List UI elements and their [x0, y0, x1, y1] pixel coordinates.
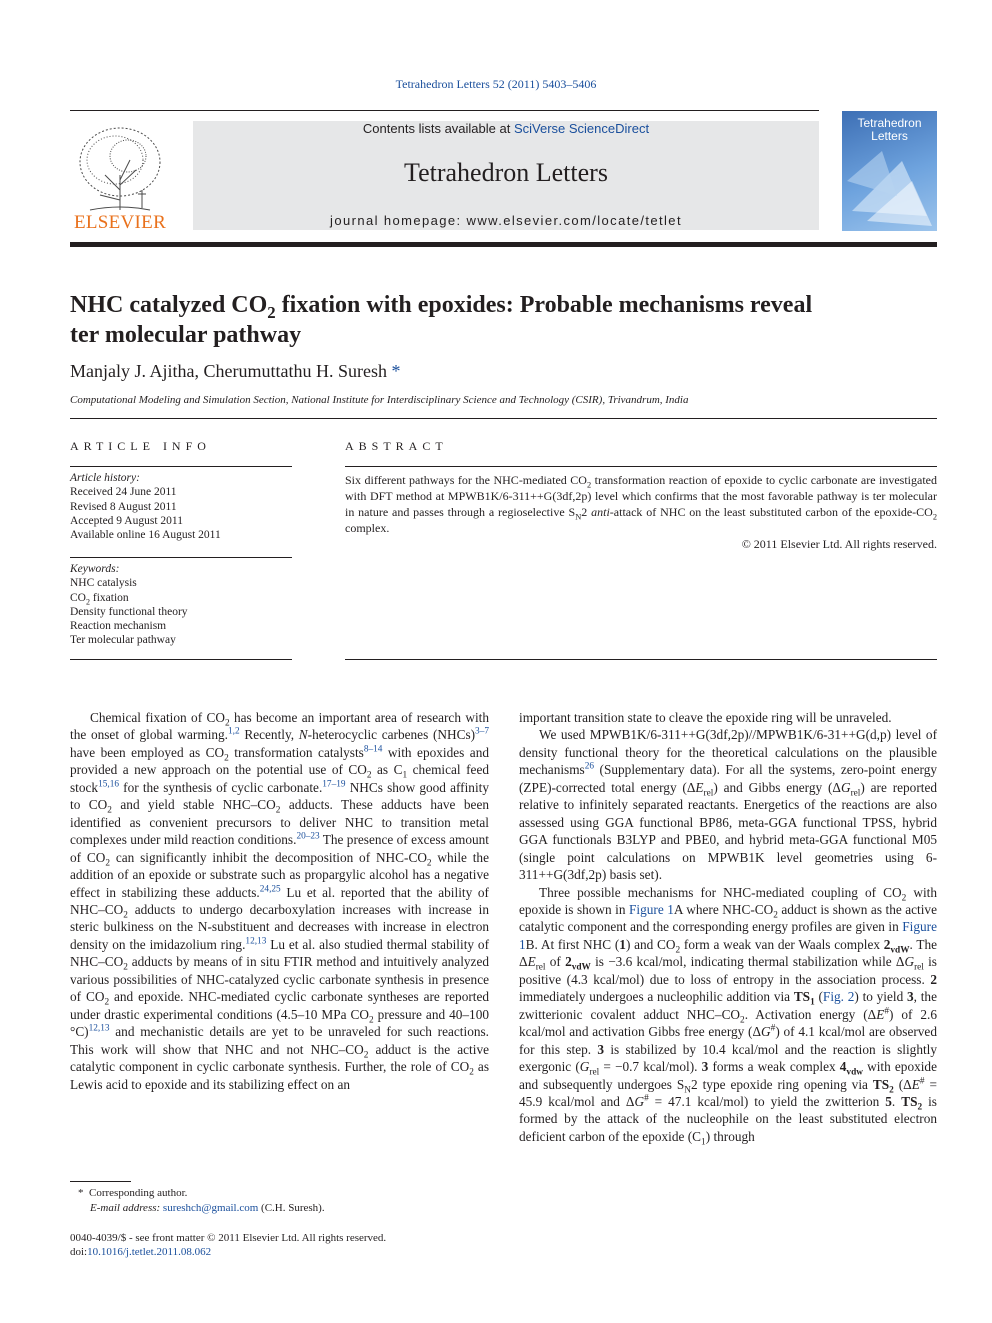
reference-link[interactable]: 20–23: [296, 831, 320, 842]
reference-link[interactable]: 3–7: [475, 727, 489, 738]
footnote-rule: [70, 1181, 131, 1182]
cover-title-line1: Tetrahedron: [857, 116, 922, 130]
reference-link[interactable]: 1,2: [228, 727, 240, 738]
body-column-left: [70, 709, 489, 1093]
paragraph: Three possible mechanisms for NHC-mediated coupling of $CO_2$ with epoxide is shown in Figure 1A where NHC-$CO_2$ adduct is shown as the active catalytic component and the corresponding energy profiles are given in Figure 1B. At first NHC (1) and $CO_2$ form a weak van der Waals complex $2_{vdW}$. The $\Delta E_{rel}$ of $2_{vdW}$ is −3.6 kcal/mol, indicating thermal stabilization while $\Delta G_{rel}$ is positive (4.3 kcal/mol) due to loss of entropy in the association process. 2 immediately undergoes a nucleophilic addition via $TS_1$ (Fig. 2) to yield 3, the zwitterionic covalent adduct NHC–$CO_2$. Activation energy (ΔE#) of 2.6 kcal/mol and activation Gibbs free energy (ΔG#) of 4.1 kcal/mol are observed for this step. 3 is stabilized by 10.4 kcal/mol and the reaction is slightly exergonic ($G_{rel} = -0.7$ kcal/mol). 3 forms a weak complex $4_{vdw}$ with epoxide and subsequently undergoes $S_N2$ type epoxide ring opening via $TS_2$ (ΔE# = 45.9 kcal/mol and ΔG# = 47.1 kcal/mol) to yield the zwitterion 5. $TS_2$ is formed by the attack of the nucleophile on the least substituted electron deficient carbon of the epoxide $(C_1)$ through: [519, 884, 938, 1148]
doi-link[interactable]: 10.1016/j.tetlet.2011.08.062: [87, 1246, 212, 1258]
reference-link[interactable]: 15,16: [98, 779, 119, 790]
keyword: NHC catalysis: [70, 577, 137, 590]
figure-link[interactable]: Fig. 2: [822, 989, 855, 1005]
abstract-rule: [345, 659, 937, 660]
footnote-mark: *: [78, 1187, 84, 1199]
keyword: Ter molecular pathway: [70, 634, 176, 647]
author-list: Manjaly J. Ajitha, Cherumuttathu H. Suresh *: [70, 361, 401, 381]
article-info-rule: [70, 557, 292, 558]
header-thick-rule: [70, 242, 937, 247]
reference-link[interactable]: 17–19: [322, 779, 346, 790]
article-info-rule: [70, 659, 292, 660]
keyword: $CO_2$ fixation: [70, 591, 129, 606]
homepage-link[interactable]: www.elsevier.com/locate/tetlet: [466, 213, 682, 228]
journal-homepage: journal homepage: www.elsevier.com/locate/tetlet: [330, 213, 682, 228]
paragraph: important transition state to cleave the epoxide ring will be unraveled.: [519, 710, 892, 725]
contents-line: Contents lists available at SciVerse ScienceDirect: [362, 121, 650, 136]
affiliation: Computational Modeling and Simulation Section, National Institute for Interdisciplinary Science and Technology (CSIR), Trivandrum, India: [70, 394, 689, 406]
sciencedirect-link[interactable]: SciVerse ScienceDirect: [513, 121, 650, 136]
figure-link[interactable]: Figure 1: [629, 901, 674, 917]
paragraph: We used MPWB1K/6-311++G(3df,2p)//MPWB1K/6-31++G(d,p) level of density functional theory for the theoretical calculations on the plausible mechanisms$^{26}$ (Supplementary data). For all the systems, zero-point energy (ZPE)-corrected total energy $(\Delta E_{rel})$ and Gibbs energy $(\Delta G_{rel})$ are reported relative to infinitely separated reactants. Energetics of the reactions are also assessed using GGA functional BP86, meta-GGA functional TPSS, hybrid GGA functionals B3LYP and PBE0, and hybrid meta-GGA functional M05 (single point calculations on MPWB1K level geometries using 6-311++G(3df,2p) basis set).: [519, 727, 938, 883]
issn-line: 0040-4039/$ - see front matter © 2011 Elsevier Ltd. All rights reserved. doi:10.1016/j.tetlet.2011.08.062: [70, 1232, 387, 1258]
cover-graphic: [842, 141, 937, 231]
email-link[interactable]: sureshch@gmail.com: [162, 1202, 259, 1214]
body-column-right: [519, 709, 938, 1148]
keywords: Keywords: NHC catalysis $CO_2$ fixation Density functional theory Reaction mechanism Ter molecular pathway: [70, 562, 292, 648]
article-info-rule: [70, 466, 292, 467]
keyword: Reaction mechanism: [70, 620, 167, 633]
journal-banner: [193, 121, 819, 230]
abstract-heading: ABSTRACT: [345, 439, 448, 453]
corresponding-author-mark[interactable]: *: [391, 361, 401, 381]
footnotes: * Corresponding author. E-mail address: sureshch@gmail.com (C.H. Suresh).: [78, 1187, 325, 1214]
reference-link[interactable]: 26: [584, 761, 595, 772]
corresponding-author-note: Corresponding author.: [89, 1187, 188, 1199]
figure-link[interactable]: Figure 1: [519, 919, 937, 952]
paragraph: Chemical fixation of $CO_2$ has become an important area of research with the onset of global warming.$^{1,2}$ Recently, N-heterocyclic carbenes (NHCs)$^{3-7}$ have been employed as $CO_2$ transformation catalysts$^{8-14}$ with epoxides and provided a new approach on the potential use of $CO_2$ as $C_1$ chemical feed stock$^{15,16}$ for the synthesis of cyclic carbonate.$^{17-19}$ NHCs show good affinity to $CO_2$ and yield stable NHC–$CO_2$ adducts. These adducts have been identified as convenient precursors to deliver NHC to transition metal complexes under mild reaction conditions.$^{20-23}$ The presence of excess amount of $CO_2$ can significantly inhibit the decomposition of NHC-$CO_2$ while the addition of an epoxide or substrate such as propargylic alcohol has a negative effect in stabilizing these adducts.$^{24,25}$ Lu et al. reported that the ability of NHC–$CO_2$ adducts to undergo decarboxylation increases with increase in steric bulkiness on the N-substituent and decreases with increase in electron density on the imidazolium ring.$^{12,13}$ Lu et al. also studied thermal stability of NHC–$CO_2$ adducts by means of in situ FTIR method and intuitively analyzed various possibilities of NHC-catalyzed cyclic carbonate synthesis in presence of $CO_2$ and epoxide. NHC-mediated cyclic carbonate syntheses are reported under drastic experimental conditions (4.5–10 MPa $CO_2$ pressure and 40–100 °C)$^{12,13}$ and mechanistic details are yet to be unraveled for such reactions. This work will show that NHC and not NHC–$CO_2$ adduct is the active catalytic component in cyclic carbonate synthesis. Further, the role of $CO_2$ as Lewis acid to epoxide and its stabilizing effect on an: [70, 710, 490, 1092]
reference-link[interactable]: 8–14: [363, 744, 383, 755]
copyright: © 2011 Elsevier Ltd. All rights reserved.: [741, 537, 937, 551]
reference-link[interactable]: 12,13: [245, 936, 267, 947]
journal-citation[interactable]: Tetrahedron Letters 52 (2011) 5403–5406: [395, 77, 597, 91]
journal-name: Tetrahedron Letters: [404, 158, 608, 187]
journal-cover-image: [842, 111, 937, 231]
abstract-rule: [345, 466, 937, 467]
abstract-text: Six different pathways for the NHC-mediated $CO_2$ transformation reaction of epoxide to cyclic carbonate are investigated with DFT method at MPWB1K/6-311++G(3df,2p) level which confirms that the most favorable pathway is ter molecular in nature and passes through a regioselective $S_N2$ anti-attack of NHC on the least substituted carbon of the epoxide-$CO_2$ complex. © 2011 Elsevier Ltd. All rights reserved.: [345, 473, 937, 551]
elsevier-wordmark: ELSEVIER: [73, 212, 167, 233]
cover-title-line2: Letters: [871, 129, 908, 143]
affiliation-rule: [70, 418, 937, 419]
header-rule: [70, 110, 819, 111]
article-title: NHC catalyzed $CO_2$ fixation with epoxides: Probable mechanisms reveal ter molecular pathway: [70, 292, 813, 348]
email-label: E-mail address:: [90, 1202, 161, 1214]
reference-link[interactable]: 12,13: [88, 1023, 110, 1034]
reference-link[interactable]: 24,25: [259, 884, 281, 895]
article-info-heading: ARTICLE INFO: [70, 439, 211, 453]
article-history: Article history: Received 24 June 2011 Revised 8 August 2011 Accepted 9 August 2011 Available online 16 August 2011: [70, 472, 221, 542]
keyword: Density functional theory: [70, 605, 188, 618]
